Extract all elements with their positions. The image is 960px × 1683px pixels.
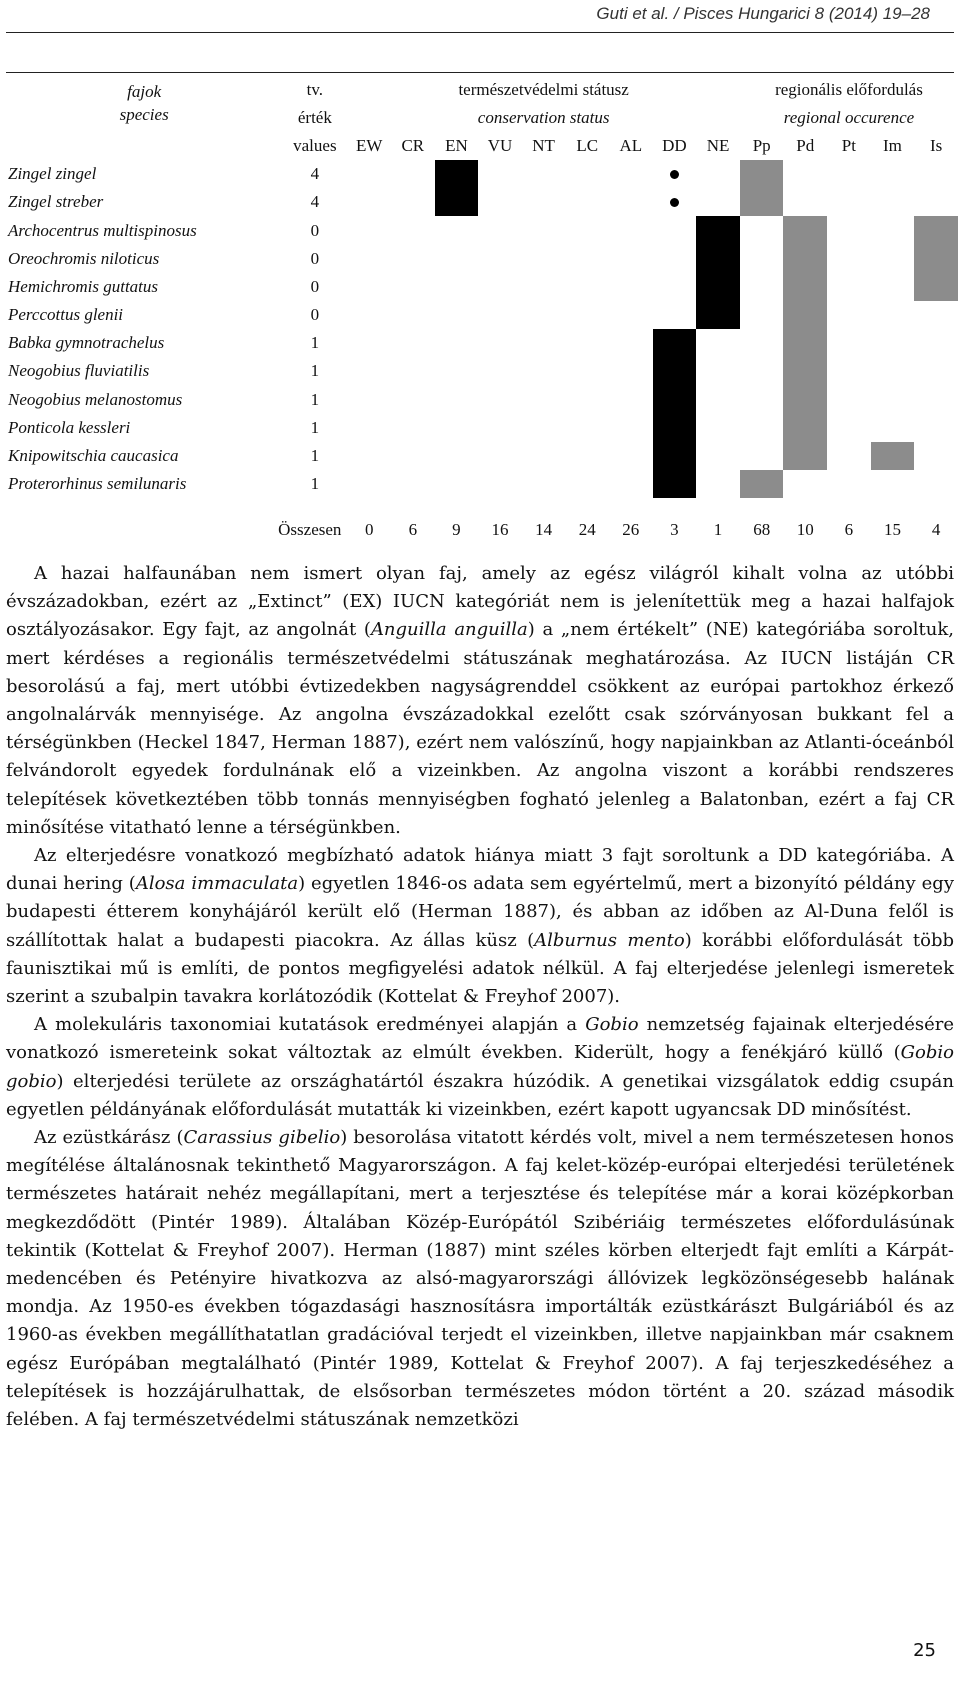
status-mark-ne [696, 216, 740, 244]
cell-en [435, 357, 479, 385]
paragraph-text: nemzetség fajainak elterjedésére vonatkozó ismereteink sokat változtak az elmúlt években. Kiderült, hogy a fenékjáró küllő ( [6, 1014, 954, 1064]
cell-pt [827, 442, 871, 470]
cell-vu [478, 470, 522, 498]
species-name: Neogobius melanostomus [8, 389, 183, 409]
cell-ne [696, 442, 740, 470]
region-mark-pp [740, 160, 784, 188]
cell-cr [391, 442, 435, 470]
status-mark-dd [653, 329, 697, 357]
cell-is [914, 414, 958, 442]
cell-en [435, 414, 479, 442]
cell-pt [827, 160, 871, 188]
cell-is [914, 386, 958, 414]
cell-im [871, 329, 915, 357]
cell-pp [740, 245, 784, 273]
total-cr: 6 [408, 520, 418, 540]
species-name: Oreochromis niloticus [8, 248, 160, 268]
cell-nt [522, 245, 566, 273]
total-pt: 6 [844, 520, 854, 540]
cell-is [914, 329, 958, 357]
species-italic: Gobio gobio [6, 1042, 954, 1092]
cell-ew [347, 160, 391, 188]
cell-cr [391, 414, 435, 442]
paragraph-text: A hazai halfaunában nem ismert olyan faj, amely az egész világról kihalt volna az utóbbi évszázadokban, ezért az „Extinct” (EX) IUCN kategóriát nem is jelenítettük meg a hazai halfajok osztályozásakor. Egy fajt, az angolnát ( [6, 563, 954, 641]
totals-row [6, 498, 958, 548]
cell-ne [696, 329, 740, 357]
cell-im [871, 188, 915, 216]
totals-label: Összesen [278, 520, 342, 540]
species-header-spacer [6, 132, 282, 160]
cell-is [914, 188, 958, 216]
cell-vu [478, 216, 522, 244]
cell-im [871, 301, 915, 329]
cell-nt [522, 470, 566, 498]
column-header-al: AL [619, 136, 643, 156]
cell-pp [740, 357, 784, 385]
species-name: Knipowitschia caucasica [8, 446, 179, 466]
cell-pp [740, 329, 784, 357]
column-header-pp: Pp [752, 136, 771, 156]
species-header-hu: fajok [127, 82, 162, 102]
region-mark-is [914, 273, 958, 301]
column-header-ew: EW [356, 136, 383, 156]
region-mark-pp [740, 470, 784, 498]
total-al: 26 [622, 520, 640, 540]
cell-lc [565, 442, 609, 470]
status-mark-ne [696, 245, 740, 273]
protection-value: 4 [310, 164, 320, 184]
column-header-im: Im [883, 136, 902, 156]
cell-pt [827, 470, 871, 498]
cell-ew [347, 386, 391, 414]
cell-nt [522, 301, 566, 329]
species-italic: Alosa immaculata [135, 873, 299, 895]
cell-ne [696, 357, 740, 385]
cell-cr [391, 329, 435, 357]
cell-nt [522, 329, 566, 357]
region-mark-pd [783, 442, 827, 470]
column-header-cr: CR [401, 136, 425, 156]
cell-nt [522, 273, 566, 301]
cell-al [609, 470, 653, 498]
cell-cr [391, 245, 435, 273]
column-header-dd: DD [662, 136, 687, 156]
species-name: Proterorhinus semilunaris [8, 474, 187, 494]
table-row [6, 442, 958, 470]
cell-nt [522, 216, 566, 244]
protection-value: 0 [310, 276, 320, 296]
cell-im [871, 470, 915, 498]
cell-pt [827, 357, 871, 385]
cell-nt [522, 188, 566, 216]
cell-pp [740, 301, 784, 329]
species-name: Zingel streber [8, 192, 104, 212]
protection-value: 0 [310, 248, 320, 268]
species-italic: Anguilla anguilla [370, 619, 528, 641]
total-en: 9 [452, 520, 461, 540]
column-header-vu: VU [487, 136, 513, 156]
region-mark-is [914, 216, 958, 244]
protection-value: 0 [310, 220, 320, 240]
cell-vu [478, 329, 522, 357]
total-is: 4 [931, 520, 941, 540]
cell-en [435, 273, 479, 301]
cell-pt [827, 245, 871, 273]
cell-al [609, 386, 653, 414]
cell-al [609, 357, 653, 385]
cell-nt [522, 414, 566, 442]
table-row [6, 188, 958, 216]
table-row [6, 216, 958, 244]
cell-ew [347, 188, 391, 216]
cell-pp [740, 414, 784, 442]
species-header [6, 76, 282, 132]
cell-vu [478, 442, 522, 470]
paragraph-text: ) besorolása vitatott kérdés volt, mivel a nem természetesen honos megítélése általánosnak tekinthető Magyarországon. A faj kelet-közép-európai elterjedési területének természetes határait nehéz megállapítani, mert a terjesztése és telepítése már a korai középkorban megkezdődött (Pintér 1989). Általában Közép-Európától Szibériáig természetes előfordulásúnak tekintik (Kottelat & Freyhof 2007). Herman (1887) mint széles körben elterjedt fajt említi a Kárpát-medencében és Petényire hivatkozva az alsó-magyarországi állóvizek legközönségesebb halának mondja. Az 1950-es években tógazdasági hasznosításra importálták ezüstkárászt Bulgáriából és az 1960-as években megállíthatatlan gradációval terjedt el vizeinkben, illetve napjainkban már csaknem egész Európában megtalálható (Pintér 1989, Kottelat & Freyhof 2007). A faj terjeszkedéséhez a telepítések is hozzájárulhattak, de elsősorban természetes módon történt a 20. század második felében. A faj természetvédelmi státuszának nemzetközi [6, 1127, 954, 1431]
region-mark-pd [783, 245, 827, 273]
table-row [6, 470, 958, 498]
cell-vu [478, 386, 522, 414]
paragraph-text: A molekuláris taxonomiai kutatások eredményei alapján a [34, 1014, 586, 1036]
region-header-en: regional occurence [783, 108, 915, 128]
paragraph-text: ) elterjedési területe az országhatártól északra húzódik. A genetikai vizsgálatok eddig csupán egyetlen példányának előfordulását mutatták ki vizeinkben, ezért kapott ugyancsak DD minősítést. [6, 1070, 954, 1120]
protection-value: 1 [310, 474, 320, 494]
cell-en [435, 442, 479, 470]
cell-pt [827, 301, 871, 329]
cell-is [914, 357, 958, 385]
status-mark-en [435, 160, 479, 188]
status-mark-dd [653, 414, 697, 442]
cell-lc [565, 414, 609, 442]
dd-dot-icon [670, 170, 679, 179]
cell-im [871, 245, 915, 273]
paragraph [6, 1124, 954, 1434]
total-ne: 1 [713, 520, 723, 540]
paragraph [6, 842, 954, 1011]
total-nt: 14 [535, 520, 553, 540]
species-status-table [6, 76, 958, 548]
column-header-ne: NE [706, 136, 730, 156]
cell-en [435, 216, 479, 244]
total-lc: 24 [578, 520, 596, 540]
cell-al [609, 216, 653, 244]
cell-im [871, 357, 915, 385]
status-mark-dd [653, 386, 697, 414]
species-italic: Alburnus mento [534, 929, 685, 951]
cell-en [435, 386, 479, 414]
region-mark-im [871, 442, 915, 470]
protection-value: 1 [310, 446, 320, 466]
protection-value: 1 [310, 333, 320, 353]
cell-vu [478, 273, 522, 301]
cell-al [609, 301, 653, 329]
paragraph-text: Az elterjedésre vonatkozó megbízható adatok hiánya miatt 3 fajt soroltunk a DD kategóriába. A dunai hering ( [6, 845, 954, 895]
cell-vu [478, 245, 522, 273]
paragraph [6, 1011, 954, 1124]
cell-cr [391, 216, 435, 244]
cell-im [871, 386, 915, 414]
protection-value: 0 [310, 305, 320, 325]
status-mark-dd [653, 470, 697, 498]
cell-dd [653, 160, 697, 188]
protection-value: 4 [310, 192, 320, 212]
cell-vu [478, 357, 522, 385]
cell-dd [653, 188, 697, 216]
cell-ne [696, 470, 740, 498]
paragraph-text: Az ezüstkárász ( [34, 1127, 184, 1149]
cell-cr [391, 470, 435, 498]
cell-al [609, 414, 653, 442]
cell-al [609, 245, 653, 273]
cell-is [914, 301, 958, 329]
status-mark-ne [696, 273, 740, 301]
cell-pp [740, 442, 784, 470]
value-header-line3: values [293, 136, 337, 156]
cell-cr [391, 386, 435, 414]
cell-cr [391, 357, 435, 385]
cell-vu [478, 301, 522, 329]
cell-cr [391, 160, 435, 188]
status-header-hu: természetvédelmi státusz [458, 80, 629, 100]
status-mark-dd [653, 357, 697, 385]
cell-cr [391, 273, 435, 301]
table-row [6, 273, 958, 301]
table-row [6, 414, 958, 442]
cell-en [435, 329, 479, 357]
cell-pt [827, 414, 871, 442]
protection-value: 1 [310, 389, 320, 409]
cell-cr [391, 301, 435, 329]
cell-ew [347, 414, 391, 442]
cell-vu [478, 188, 522, 216]
cell-is [914, 470, 958, 498]
dd-dot-icon [670, 198, 679, 207]
cell-pd [783, 470, 827, 498]
table-row [6, 245, 958, 273]
species-name: Babka gymnotrachelus [8, 333, 165, 353]
cell-lc [565, 273, 609, 301]
cell-ew [347, 442, 391, 470]
cell-lc [565, 329, 609, 357]
total-dd: 3 [670, 520, 679, 540]
cell-is [914, 160, 958, 188]
cell-ew [347, 357, 391, 385]
region-mark-pd [783, 414, 827, 442]
total-pd: 10 [796, 520, 814, 540]
cell-ew [347, 273, 391, 301]
cell-pd [783, 160, 827, 188]
cell-lc [565, 216, 609, 244]
table-row [6, 160, 958, 188]
value-header-line2: érték [297, 108, 332, 128]
cell-vu [478, 160, 522, 188]
column-header-is: Is [929, 136, 943, 156]
body-text [6, 560, 954, 1434]
region-mark-pd [783, 301, 827, 329]
cell-lc [565, 470, 609, 498]
region-mark-pd [783, 273, 827, 301]
cell-ew [347, 470, 391, 498]
region-mark-pd [783, 329, 827, 357]
paragraph-text: ) korábbi előfordulását több faunisztikai mű is említi, de pontos megfigyelési adatok nélkül. A faj elterjedése jelenlegi ismeretek szerint a szubalpin tavakra korlátozódik (Kottelat & Freyhof 2007). [6, 929, 954, 1008]
status-mark-dd [653, 442, 697, 470]
species-name: Ponticola kessleri [8, 417, 131, 437]
species-header-en: species [119, 105, 169, 124]
column-header-lc: LC [576, 136, 599, 156]
table-row [6, 357, 958, 385]
cell-im [871, 414, 915, 442]
cell-al [609, 442, 653, 470]
cell-cr [391, 188, 435, 216]
status-mark-ne [696, 301, 740, 329]
column-header-en: EN [445, 136, 468, 156]
cell-ne [696, 386, 740, 414]
species-italic: Carassius gibelio [183, 1127, 341, 1149]
protection-value: 1 [310, 417, 320, 437]
page-number: 25 [913, 1640, 936, 1661]
cell-lc [565, 301, 609, 329]
total-pp: 68 [753, 520, 771, 540]
cell-im [871, 216, 915, 244]
cell-ew [347, 301, 391, 329]
paragraph [6, 560, 954, 842]
cell-nt [522, 160, 566, 188]
cell-pt [827, 329, 871, 357]
cell-al [609, 160, 653, 188]
column-header-nt: NT [532, 136, 555, 156]
cell-lc [565, 160, 609, 188]
species-name: Archocentrus multispinosus [8, 220, 197, 240]
value-header-line1: tv. [306, 80, 324, 100]
cell-al [609, 188, 653, 216]
cell-ew [347, 216, 391, 244]
protection-value: 1 [310, 361, 320, 381]
cell-pd [783, 188, 827, 216]
cell-en [435, 245, 479, 273]
status-mark-en [435, 188, 479, 216]
cell-ne [696, 414, 740, 442]
table-row [6, 301, 958, 329]
cell-dd [653, 216, 697, 244]
cell-im [871, 273, 915, 301]
running-header: Guti et al. / Pisces Hungarici 8 (2014) 19–28 [596, 4, 930, 23]
table-row [6, 386, 958, 414]
total-vu: 16 [491, 520, 509, 540]
region-mark-pp [740, 188, 784, 216]
total-ew: 0 [364, 520, 374, 540]
species-name: Hemichromis guttatus [8, 276, 159, 296]
paragraph-text: ) a „nem értékelt” (NE) kategóriába soroltuk, mert kérdéses a regionális természetvédelmi státuszának meghatározása. Az IUCN listáján CR besorolású a faj, mert utóbbi évtizedekben nagyságrenddel csökkent az európai partokhoz érkező angolnalárvák mennyisége. Az angolna évszázadokkal ezelőtt csak szórványosan bukkant fel a térségünkben (Heckel 1847, Herman 1887), ezért nem valószínű, hogy napjainkban az Atlanti-óceánból felvándorolt egyedek fordulnának elő a vizeinkben. Az angolna viszont a korábbi rendszeres telepítések következtében több tonnás mennyiségben fogható jelenleg a Balatonban, ezért a faj CR minősítése vitatható lenne a térségünkben. [6, 619, 954, 838]
cell-pt [827, 386, 871, 414]
cell-pt [827, 273, 871, 301]
cell-pt [827, 216, 871, 244]
cell-lc [565, 188, 609, 216]
cell-pp [740, 216, 784, 244]
cell-is [914, 442, 958, 470]
cell-pt [827, 188, 871, 216]
cell-nt [522, 357, 566, 385]
region-mark-pd [783, 357, 827, 385]
species-name: Neogobius fluviatilis [8, 361, 150, 381]
cell-dd [653, 301, 697, 329]
cell-vu [478, 414, 522, 442]
table-top-rule [6, 72, 954, 73]
total-im: 15 [883, 520, 901, 540]
table-row [6, 329, 958, 357]
cell-lc [565, 386, 609, 414]
column-header-pt: Pt [841, 136, 856, 156]
cell-ew [347, 329, 391, 357]
cell-nt [522, 386, 566, 414]
cell-im [871, 160, 915, 188]
cell-lc [565, 357, 609, 385]
cell-pp [740, 273, 784, 301]
paragraph-text: ) egyetlen 1846-os adata sem egyértelmű, mert a bizonyító példány egy budapesti étterem konyhájáról került elő (Herman 1887), és abban az időben az Al-Duna felől is szállítottak halat a budapesti piacokra. Az állas küsz ( [6, 873, 954, 951]
cell-ne [696, 188, 740, 216]
status-header-en: conservation status [477, 108, 610, 128]
cell-pp [740, 386, 784, 414]
cell-nt [522, 442, 566, 470]
column-header-pd: Pd [796, 136, 815, 156]
species-name: Perccottus glenii [8, 305, 124, 325]
cell-en [435, 470, 479, 498]
cell-ne [696, 160, 740, 188]
region-header-hu: regionális előfordulás [775, 80, 923, 100]
region-mark-is [914, 245, 958, 273]
species-italic: Gobio [585, 1014, 639, 1036]
region-mark-pd [783, 386, 827, 414]
cell-al [609, 273, 653, 301]
cell-al [609, 329, 653, 357]
cell-en [435, 301, 479, 329]
header-rule [6, 32, 954, 33]
cell-dd [653, 245, 697, 273]
cell-lc [565, 245, 609, 273]
cell-ew [347, 245, 391, 273]
region-mark-pd [783, 216, 827, 244]
cell-dd [653, 273, 697, 301]
species-name: Zingel zingel [8, 164, 97, 184]
